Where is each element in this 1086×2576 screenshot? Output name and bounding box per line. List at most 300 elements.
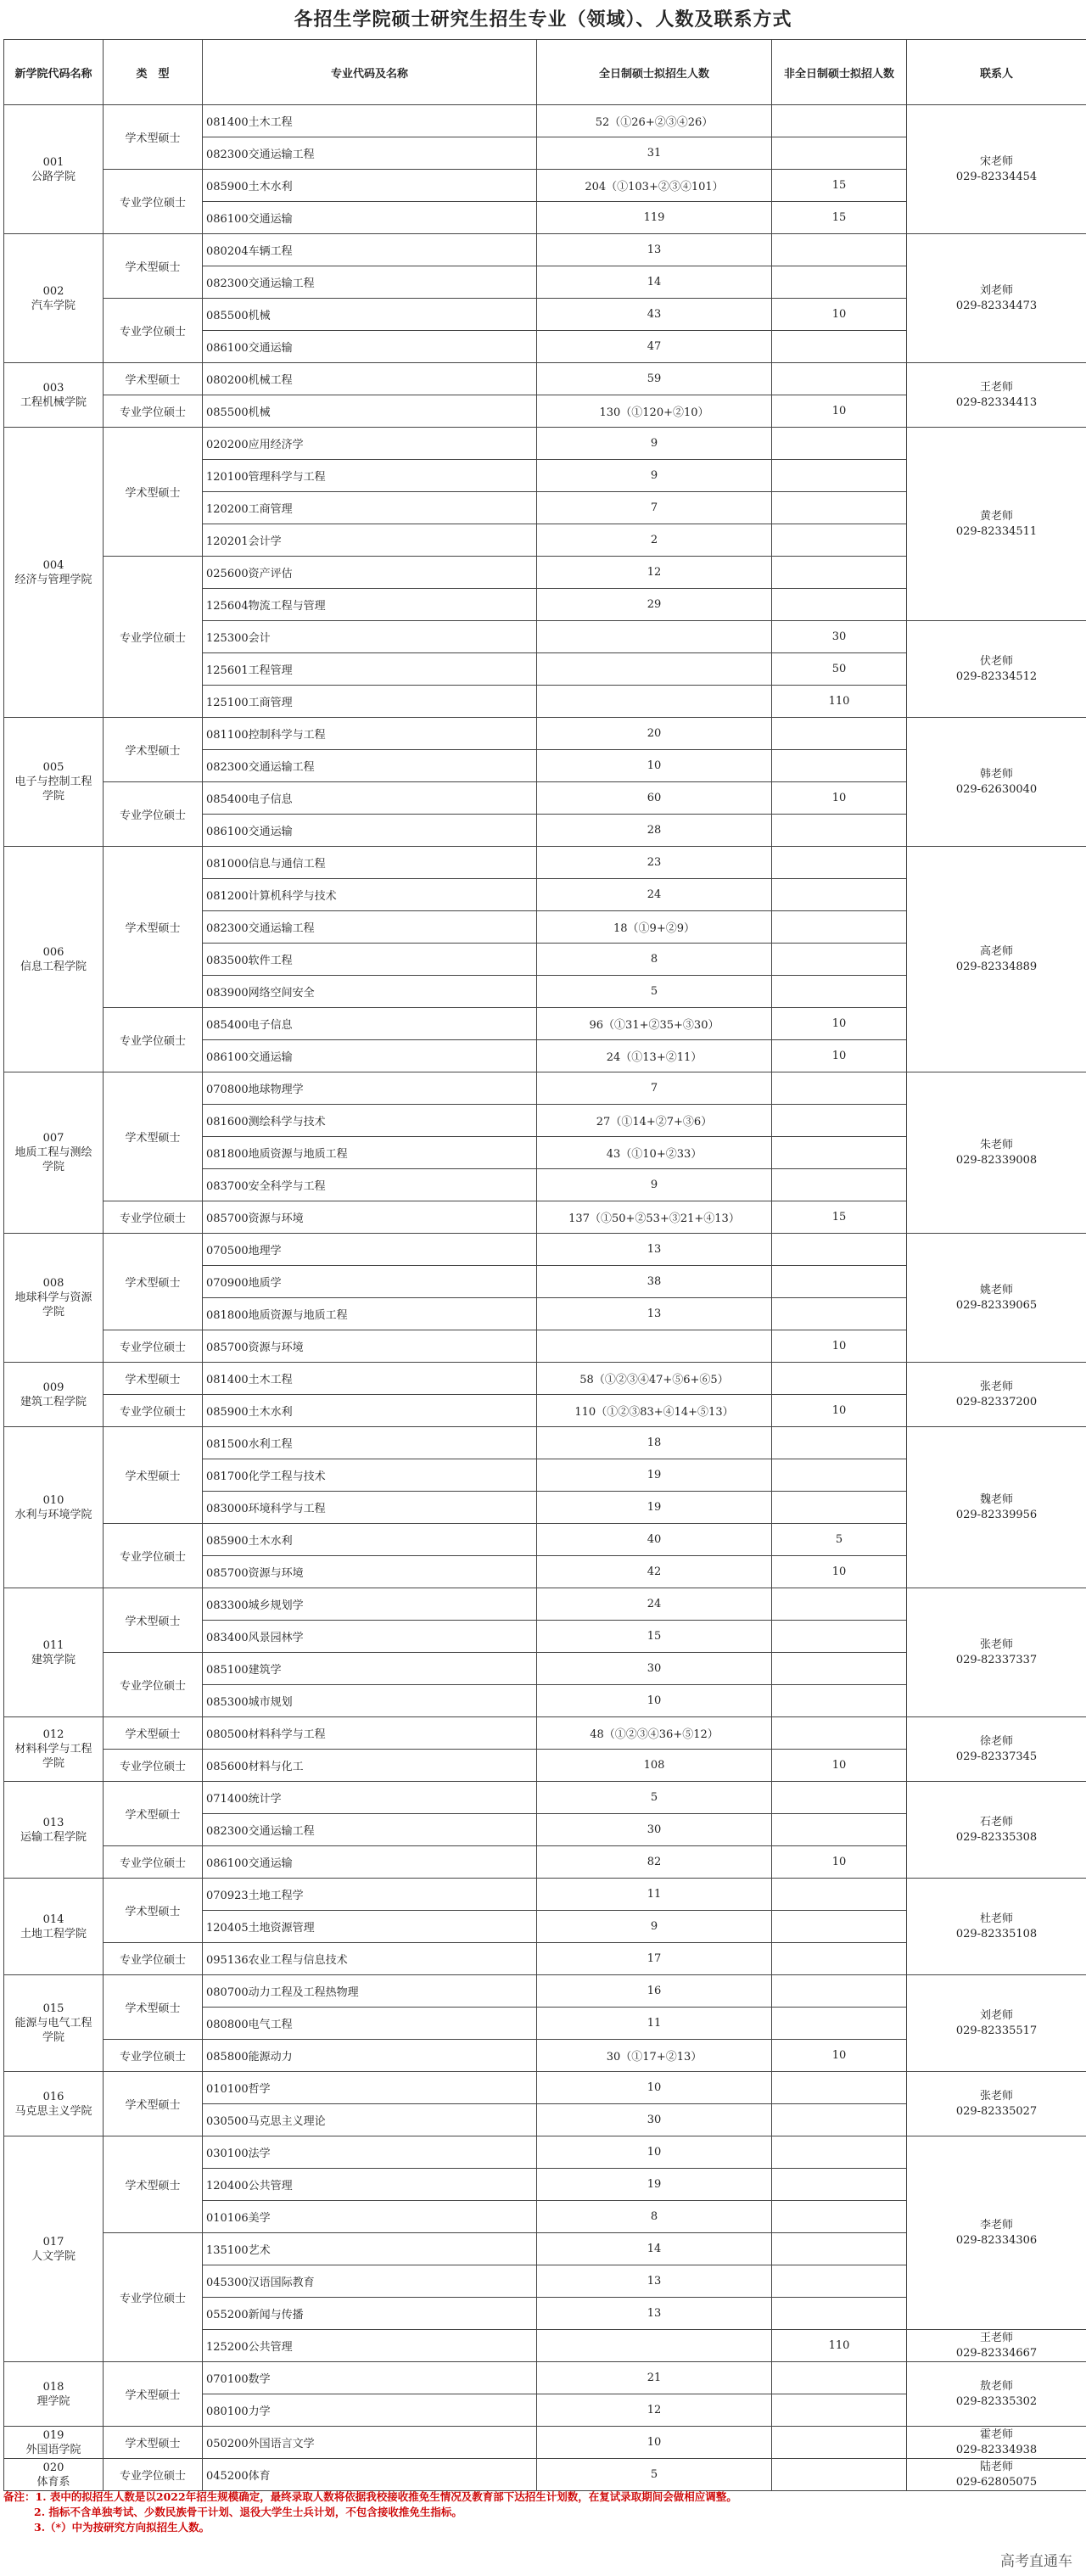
fulltime-count-cell: 42	[537, 1556, 772, 1588]
major-cell: 135100艺术	[203, 2233, 537, 2265]
fulltime-count-cell: 8	[537, 2201, 772, 2233]
contact-cell: 宋老师 029-82334454	[907, 105, 1086, 234]
type-cell: 学术型硕士	[104, 234, 203, 299]
major-cell: 085500机械	[203, 299, 537, 331]
contact-cell: 张老师 029-82337200	[907, 1363, 1086, 1427]
parttime-count-cell: 50	[772, 653, 907, 686]
fulltime-count-cell: 9	[537, 428, 772, 460]
fulltime-count-cell: 14	[537, 2233, 772, 2265]
major-cell: 071400统计学	[203, 1782, 537, 1814]
parttime-count-cell: 15	[772, 1201, 907, 1234]
note-2: 2. 指标不含单独考试、少数民族骨干计划、退役大学生士兵计划，不包含接收推免生指标。	[34, 2506, 462, 2518]
parttime-count-cell	[772, 2265, 907, 2298]
contact-cell: 杜老师 029-82335108	[907, 1879, 1086, 1975]
parttime-count-cell	[772, 1814, 907, 1846]
fulltime-count-cell: 38	[537, 1266, 772, 1298]
table-row	[4, 363, 1086, 395]
parttime-count-cell: 10	[772, 1846, 907, 1879]
major-cell: 080800电气工程	[203, 2008, 537, 2040]
header-contact: 联系人	[907, 40, 1086, 105]
fulltime-count-cell: 24（①13+②11）	[537, 1040, 772, 1072]
parttime-count-cell	[772, 2072, 907, 2104]
college-cell: 010 水利与环境学院	[4, 1427, 104, 1588]
contact-cell: 魏老师 029-82339956	[907, 1427, 1086, 1588]
type-cell: 学术型硕士	[104, 1072, 203, 1201]
note-3: 3.（*）中为按研究方向拟招生人数。	[34, 2521, 210, 2534]
type-cell: 专业学位硕士	[104, 2040, 203, 2072]
fulltime-count-cell	[537, 2330, 772, 2362]
type-cell: 专业学位硕士	[104, 170, 203, 234]
parttime-count-cell	[772, 2362, 907, 2394]
parttime-count-cell: 110	[772, 686, 907, 718]
fulltime-count-cell: 43	[537, 299, 772, 331]
fulltime-count-cell: 30	[537, 2104, 772, 2136]
major-cell: 070923土地工程学	[203, 1879, 537, 1911]
parttime-count-cell	[772, 1427, 907, 1459]
parttime-count-cell	[772, 234, 907, 266]
table-row	[4, 1427, 1086, 1459]
major-cell: 086100交通运输	[203, 815, 537, 847]
parttime-count-cell	[772, 1266, 907, 1298]
parttime-count-cell: 10	[772, 299, 907, 331]
fulltime-count-cell: 28	[537, 815, 772, 847]
parttime-count-cell	[772, 2008, 907, 2040]
major-cell: 080500材料科学与工程	[203, 1717, 537, 1750]
parttime-count-cell	[772, 1298, 907, 1330]
fulltime-count-cell: 7	[537, 1072, 772, 1105]
fulltime-count-cell: 20	[537, 718, 772, 750]
contact-cell: 徐老师 029-82337345	[907, 1717, 1086, 1782]
type-cell: 学术型硕士	[104, 718, 203, 782]
fulltime-count-cell: 23	[537, 847, 772, 879]
contact-cell: 王老师 029-82334667	[907, 2330, 1086, 2362]
fulltime-count-cell: 9	[537, 1911, 772, 1943]
major-cell: 081500水利工程	[203, 1427, 537, 1459]
major-cell: 085700资源与环境	[203, 1330, 537, 1363]
major-cell: 030100法学	[203, 2136, 537, 2169]
major-cell: 085400电子信息	[203, 782, 537, 815]
parttime-count-cell	[772, 1975, 907, 2008]
fulltime-count-cell: 19	[537, 2169, 772, 2201]
table-row	[4, 2072, 1086, 2104]
major-cell: 081000信息与通信工程	[203, 847, 537, 879]
contact-cell: 张老师 029-82335027	[907, 2072, 1086, 2136]
fulltime-count-cell: 10	[537, 1685, 772, 1717]
contact-cell: 黄老师 029-82334511	[907, 428, 1086, 621]
type-cell: 专业学位硕士	[104, 1330, 203, 1363]
fulltime-count-cell: 59	[537, 363, 772, 395]
type-cell: 学术型硕士	[104, 1782, 203, 1846]
parttime-count-cell	[772, 1943, 907, 1975]
college-cell: 005 电子与控制工程 学院	[4, 718, 104, 847]
parttime-count-cell	[772, 557, 907, 589]
page-title: 各招生学院硕士研究生招生专业（领域）、人数及联系方式	[294, 8, 792, 31]
college-cell: 009 建筑工程学院	[4, 1363, 104, 1427]
fulltime-count-cell: 27（①14+②7+③6）	[537, 1105, 772, 1137]
major-cell: 120100管理科学与工程	[203, 460, 537, 492]
parttime-count-cell	[772, 1653, 907, 1685]
contact-cell: 刘老师 029-82334473	[907, 234, 1086, 363]
major-cell: 085100建筑学	[203, 1653, 537, 1685]
fulltime-count-cell: 14	[537, 266, 772, 299]
major-cell: 120200工商管理	[203, 492, 537, 524]
college-cell: 014 土地工程学院	[4, 1879, 104, 1975]
fulltime-count-cell: 9	[537, 1169, 772, 1201]
fulltime-count-cell: 17	[537, 1943, 772, 1975]
type-cell: 专业学位硕士	[104, 1846, 203, 1879]
fulltime-count-cell: 8	[537, 944, 772, 976]
type-cell: 专业学位硕士	[104, 1008, 203, 1072]
fulltime-count-cell: 2	[537, 524, 772, 557]
major-cell: 083300城乡规划学	[203, 1588, 537, 1621]
major-cell: 070900地质学	[203, 1266, 537, 1298]
parttime-count-cell	[772, 2394, 907, 2427]
fulltime-count-cell: 7	[537, 492, 772, 524]
parttime-count-cell: 110	[772, 2330, 907, 2362]
major-cell: 045300汉语国际教育	[203, 2265, 537, 2298]
parttime-count-cell	[772, 1621, 907, 1653]
fulltime-count-cell: 30	[537, 1814, 772, 1846]
table-row	[4, 1234, 1086, 1266]
major-cell: 045200体育	[203, 2459, 537, 2491]
fulltime-count-cell: 19	[537, 1459, 772, 1492]
type-cell: 学术型硕士	[104, 1879, 203, 1943]
parttime-count-cell	[772, 1137, 907, 1169]
major-cell: 085700资源与环境	[203, 1201, 537, 1234]
parttime-count-cell	[772, 331, 907, 363]
table-row	[4, 1975, 1086, 2008]
college-cell: 002 汽车学院	[4, 234, 104, 363]
table-row	[4, 1717, 1086, 1750]
type-cell: 学术型硕士	[104, 1427, 203, 1524]
parttime-count-cell	[772, 911, 907, 944]
parttime-count-cell: 10	[772, 1556, 907, 1588]
major-cell: 083900网络空间安全	[203, 976, 537, 1008]
fulltime-count-cell: 16	[537, 1975, 772, 2008]
fulltime-count-cell: 21	[537, 2362, 772, 2394]
fulltime-count-cell: 58（①②③④47+⑤6+⑥5）	[537, 1363, 772, 1395]
major-cell: 086100交通运输	[203, 1846, 537, 1879]
table-row	[4, 1588, 1086, 1621]
major-cell: 085900土木水利	[203, 170, 537, 202]
note-1: 备注：1. 表中的拟招生人数是以2022年招生规模确定，最终录取人数将依据我校接收推免生情况及教育部下达招生计划数，在复试录取期间会做相应调整。	[3, 2490, 737, 2503]
table-row	[4, 105, 1086, 137]
type-cell: 专业学位硕士	[104, 2459, 203, 2491]
type-cell: 专业学位硕士	[104, 2233, 203, 2362]
college-cell: 017 人文学院	[4, 2136, 104, 2362]
fulltime-count-cell: 11	[537, 2008, 772, 2040]
parttime-count-cell	[772, 750, 907, 782]
major-cell: 085500机械	[203, 395, 537, 428]
contact-cell: 敖老师 029-82335302	[907, 2362, 1086, 2427]
parttime-count-cell	[772, 1685, 907, 1717]
contact-cell: 李老师 029-82334306	[907, 2136, 1086, 2330]
fulltime-count-cell: 12	[537, 557, 772, 589]
header-college: 新学院代码名称	[4, 40, 104, 105]
parttime-count-cell	[772, 363, 907, 395]
header-type: 类 型	[104, 40, 203, 105]
fulltime-count-cell: 15	[537, 1621, 772, 1653]
parttime-count-cell	[772, 589, 907, 621]
college-cell: 015 能源与电气工程 学院	[4, 1975, 104, 2072]
type-cell: 学术型硕士	[104, 847, 203, 1008]
major-cell: 025600资产评估	[203, 557, 537, 589]
major-cell: 125604物流工程与管理	[203, 589, 537, 621]
college-cell: 001 公路学院	[4, 105, 104, 234]
type-cell: 学术型硕士	[104, 105, 203, 170]
parttime-count-cell	[772, 718, 907, 750]
type-cell: 学术型硕士	[104, 2136, 203, 2233]
parttime-count-cell	[772, 1911, 907, 1943]
parttime-count-cell	[772, 2104, 907, 2136]
fulltime-count-cell: 96（①31+②35+③30）	[537, 1008, 772, 1040]
major-cell: 080204车辆工程	[203, 234, 537, 266]
parttime-count-cell	[772, 105, 907, 137]
table-row	[4, 2362, 1086, 2394]
fulltime-count-cell: 130（①120+②10）	[537, 395, 772, 428]
parttime-count-cell: 10	[772, 1330, 907, 1363]
major-cell: 085900土木水利	[203, 1395, 537, 1427]
college-cell: 011 建筑学院	[4, 1588, 104, 1717]
type-cell: 学术型硕士	[104, 363, 203, 395]
fulltime-count-cell: 19	[537, 1492, 772, 1524]
major-cell: 085700资源与环境	[203, 1556, 537, 1588]
contact-cell: 石老师 029-82335308	[907, 1782, 1086, 1879]
fulltime-count-cell	[537, 621, 772, 653]
type-cell: 专业学位硕士	[104, 782, 203, 847]
parttime-count-cell	[772, 1879, 907, 1911]
major-cell: 125601工程管理	[203, 653, 537, 686]
table-row	[4, 2427, 1086, 2459]
fulltime-count-cell	[537, 653, 772, 686]
college-cell: 003 工程机械学院	[4, 363, 104, 428]
fulltime-count-cell: 12	[537, 2394, 772, 2427]
contact-cell: 陆老师 029-62805075	[907, 2459, 1086, 2491]
major-cell: 080700动力工程及工程热物理	[203, 1975, 537, 2008]
parttime-count-cell	[772, 2169, 907, 2201]
major-cell: 082300交通运输工程	[203, 266, 537, 299]
contact-cell: 刘老师 029-82335517	[907, 1975, 1086, 2072]
major-cell: 082300交通运输工程	[203, 137, 537, 170]
type-cell: 专业学位硕士	[104, 1750, 203, 1782]
parttime-count-cell	[772, 1105, 907, 1137]
major-cell: 083700安全科学与工程	[203, 1169, 537, 1201]
parttime-count-cell: 15	[772, 202, 907, 234]
fulltime-count-cell	[537, 1330, 772, 1363]
admissions-table	[3, 39, 1086, 2491]
parttime-count-cell: 5	[772, 1524, 907, 1556]
table-row	[4, 1363, 1086, 1395]
contact-cell: 韩老师 029-62630040	[907, 718, 1086, 847]
parttime-count-cell: 10	[772, 2040, 907, 2072]
table-row	[4, 1072, 1086, 1105]
fulltime-count-cell: 204（①103+②③④101）	[537, 170, 772, 202]
major-cell: 070800地球物理学	[203, 1072, 537, 1105]
fulltime-count-cell: 13	[537, 1234, 772, 1266]
fulltime-count-cell: 18	[537, 1427, 772, 1459]
fulltime-count-cell: 29	[537, 589, 772, 621]
parttime-count-cell	[772, 460, 907, 492]
type-cell: 专业学位硕士	[104, 1201, 203, 1234]
major-cell: 125300会计	[203, 621, 537, 653]
major-cell: 080100力学	[203, 2394, 537, 2427]
fulltime-count-cell: 13	[537, 234, 772, 266]
fulltime-count-cell: 5	[537, 2459, 772, 2491]
fulltime-count-cell: 52（①26+②③④26）	[537, 105, 772, 137]
major-cell: 082300交通运输工程	[203, 911, 537, 944]
parttime-count-cell: 30	[772, 621, 907, 653]
fulltime-count-cell: 10	[537, 750, 772, 782]
fulltime-count-cell: 10	[537, 2427, 772, 2459]
table-row	[4, 847, 1086, 879]
contact-cell: 高老师 029-82334889	[907, 847, 1086, 1072]
table-row	[4, 428, 1086, 460]
major-cell: 120405土地资源管理	[203, 1911, 537, 1943]
table-row	[4, 234, 1086, 266]
table-row	[4, 2136, 1086, 2169]
fulltime-count-cell: 40	[537, 1524, 772, 1556]
contact-cell: 伏老师 029-82334512	[907, 621, 1086, 718]
major-cell: 085900土木水利	[203, 1524, 537, 1556]
type-cell: 学术型硕士	[104, 1363, 203, 1395]
parttime-count-cell	[772, 1782, 907, 1814]
college-cell: 019 外国语学院	[4, 2427, 104, 2459]
major-cell: 085400电子信息	[203, 1008, 537, 1040]
fulltime-count-cell: 13	[537, 2298, 772, 2330]
major-cell: 081200计算机科学与技术	[203, 879, 537, 911]
major-cell: 095136农业工程与信息技术	[203, 1943, 537, 1975]
major-cell: 125200公共管理	[203, 2330, 537, 2362]
major-cell: 030500马克思主义理论	[203, 2104, 537, 2136]
major-cell: 082300交通运输工程	[203, 750, 537, 782]
major-cell: 086100交通运输	[203, 331, 537, 363]
parttime-count-cell	[772, 137, 907, 170]
parttime-count-cell	[772, 1717, 907, 1750]
parttime-count-cell: 10	[772, 1750, 907, 1782]
parttime-count-cell	[772, 879, 907, 911]
type-cell: 专业学位硕士	[104, 1653, 203, 1717]
major-cell: 055200新闻与传播	[203, 2298, 537, 2330]
major-cell: 086100交通运输	[203, 1040, 537, 1072]
major-cell: 120201会计学	[203, 524, 537, 557]
fulltime-count-cell: 13	[537, 2265, 772, 2298]
type-cell: 学术型硕士	[104, 428, 203, 557]
type-cell: 学术型硕士	[104, 2362, 203, 2427]
type-cell: 专业学位硕士	[104, 1524, 203, 1588]
fulltime-count-cell: 5	[537, 976, 772, 1008]
major-cell: 081100控制科学与工程	[203, 718, 537, 750]
college-cell: 004 经济与管理学院	[4, 428, 104, 718]
college-cell: 006 信息工程学院	[4, 847, 104, 1072]
fulltime-count-cell: 47	[537, 331, 772, 363]
parttime-count-cell	[772, 1234, 907, 1266]
parttime-count-cell	[772, 524, 907, 557]
type-cell: 学术型硕士	[104, 1717, 203, 1750]
major-cell: 085600材料与化工	[203, 1750, 537, 1782]
type-cell: 学术型硕士	[104, 2072, 203, 2136]
type-cell: 学术型硕士	[104, 1975, 203, 2040]
table-header-row	[4, 40, 1086, 105]
parttime-count-cell	[772, 1588, 907, 1621]
parttime-count-cell	[772, 1363, 907, 1395]
parttime-count-cell	[772, 428, 907, 460]
fulltime-count-cell: 82	[537, 1846, 772, 1879]
type-cell: 专业学位硕士	[104, 395, 203, 428]
type-cell: 学术型硕士	[104, 2427, 203, 2459]
parttime-count-cell	[772, 1492, 907, 1524]
major-cell: 083000环境科学与工程	[203, 1492, 537, 1524]
major-cell: 086100交通运输	[203, 202, 537, 234]
parttime-count-cell: 10	[772, 1040, 907, 1072]
major-cell: 070500地理学	[203, 1234, 537, 1266]
fulltime-count-cell: 137（①50+②53+③21+④13）	[537, 1201, 772, 1234]
table-body	[4, 105, 1086, 2491]
parttime-count-cell	[772, 2298, 907, 2330]
watermark-text: 高考直通车	[1000, 2553, 1072, 2570]
college-cell: 008 地球科学与资源 学院	[4, 1234, 104, 1363]
fulltime-count-cell: 18（①9+②9）	[537, 911, 772, 944]
parttime-count-cell	[772, 2136, 907, 2169]
parttime-count-cell	[772, 944, 907, 976]
parttime-count-cell	[772, 2233, 907, 2265]
parttime-count-cell: 10	[772, 1395, 907, 1427]
fulltime-count-cell: 5	[537, 1782, 772, 1814]
major-cell: 081400土木工程	[203, 1363, 537, 1395]
parttime-count-cell	[772, 1072, 907, 1105]
major-cell: 125100工商管理	[203, 686, 537, 718]
contact-cell: 王老师 029-82334413	[907, 363, 1086, 428]
fulltime-count-cell: 60	[537, 782, 772, 815]
fulltime-count-cell: 108	[537, 1750, 772, 1782]
parttime-count-cell	[772, 815, 907, 847]
fulltime-count-cell: 30（①17+②13）	[537, 2040, 772, 2072]
type-cell: 专业学位硕士	[104, 557, 203, 718]
type-cell: 学术型硕士	[104, 1588, 203, 1653]
fulltime-count-cell	[537, 686, 772, 718]
footnotes	[0, 2489, 1086, 2535]
fulltime-count-cell: 119	[537, 202, 772, 234]
major-cell: 010100哲学	[203, 2072, 537, 2104]
college-cell: 007 地质工程与测绘 学院	[4, 1072, 104, 1234]
contact-cell: 朱老师 029-82339008	[907, 1072, 1086, 1234]
fulltime-count-cell: 31	[537, 137, 772, 170]
parttime-count-cell	[772, 1459, 907, 1492]
major-cell: 083500软件工程	[203, 944, 537, 976]
parttime-count-cell	[772, 976, 907, 1008]
major-cell: 081600测绘科学与技术	[203, 1105, 537, 1137]
parttime-count-cell: 10	[772, 1008, 907, 1040]
type-cell: 专业学位硕士	[104, 299, 203, 363]
major-cell: 080200机械工程	[203, 363, 537, 395]
college-cell: 013 运输工程学院	[4, 1782, 104, 1879]
fulltime-count-cell: 13	[537, 1298, 772, 1330]
major-cell: 083400风景园林学	[203, 1621, 537, 1653]
college-cell: 016 马克思主义学院	[4, 2072, 104, 2136]
major-cell: 120400公共管理	[203, 2169, 537, 2201]
fulltime-count-cell: 48（①②③④36+⑤12）	[537, 1717, 772, 1750]
fulltime-count-cell: 24	[537, 1588, 772, 1621]
fulltime-count-cell: 10	[537, 2072, 772, 2104]
parttime-count-cell: 10	[772, 395, 907, 428]
major-cell: 081700化学工程与技术	[203, 1459, 537, 1492]
parttime-count-cell	[772, 2427, 907, 2459]
major-cell: 081800地质资源与地质工程	[203, 1298, 537, 1330]
college-cell: 020 体育系	[4, 2459, 104, 2491]
type-cell: 学术型硕士	[104, 1234, 203, 1330]
type-cell: 专业学位硕士	[104, 1395, 203, 1427]
parttime-count-cell	[772, 847, 907, 879]
parttime-count-cell	[772, 2459, 907, 2491]
